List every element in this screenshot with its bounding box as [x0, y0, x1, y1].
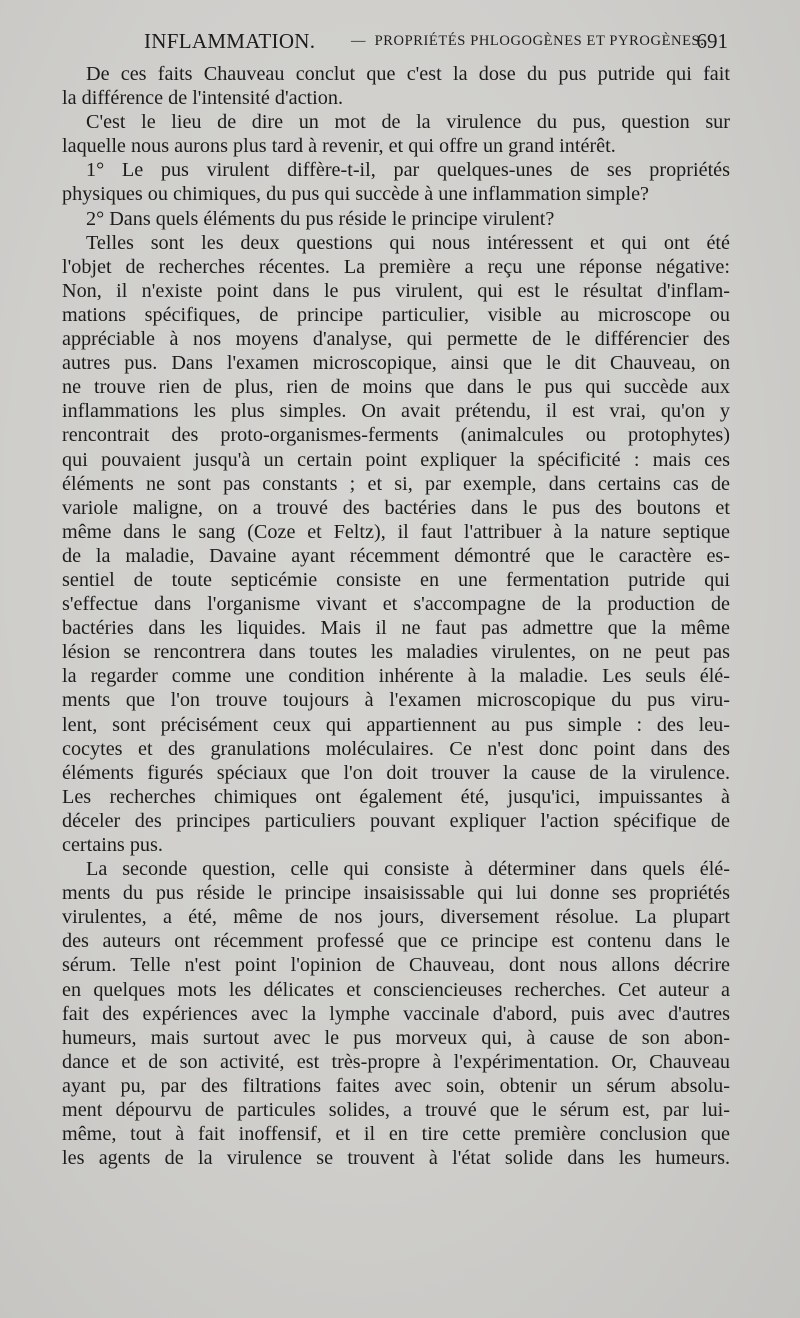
text-line: lent, sont précisément ceux qui appartiennent au pus simple : des leu-: [62, 713, 730, 736]
text-line: appréciable à nos moyens d'analyse, qui permette de le différencier des: [62, 328, 730, 351]
text-line: fait des expériences avec la lymphe vaccinale d'abord, puis avec d'autres: [62, 1002, 730, 1025]
text-line: bactéries dans les liquides. Mais il ne faut pas admettre que la même: [62, 617, 730, 640]
header-title: INFLAMMATION.: [144, 29, 316, 53]
text-line: virulentes, a été, même de nos jours, diversement résolue. La plupart: [62, 906, 730, 929]
text-line: ments que l'on trouve toujours à l'examen microscopique du pus viru-: [62, 689, 730, 712]
page-number: 691: [696, 29, 728, 53]
text-line: ne trouve rien de plus, rien de moins que dans le pus qui succède aux: [62, 376, 730, 399]
text-line: autres pus. Dans l'examen microscopique, ainsi que le dit Chauveau, on: [62, 352, 730, 375]
text-line: la différence de l'intensité d'action.: [62, 87, 343, 110]
text-line: humeurs, mais surtout avec le pus morveux qui, à cause de son abon-: [62, 1026, 730, 1049]
header-separator: —: [351, 33, 367, 49]
text-line: sentiel de toute septicémie consiste en une fermentation putride qui: [62, 568, 730, 591]
text-line: de la maladie, Davaine ayant récemment démontré que le caractère es-: [62, 544, 730, 567]
text-line: De ces faits Chauveau conclut que c'est la dose du pus putride qui fait: [86, 63, 730, 85]
header-subtitle: [329, 28, 704, 54]
text-line: mations spécifiques, de principe particulier, visible au microscope ou: [62, 303, 730, 326]
text-line: lésion se rencontrera dans toutes les maladies virulentes, on ne peut pas: [62, 641, 730, 664]
text-line: qui pouvaient jusqu'à un certain point expliquer la spécificité : mais ces: [62, 448, 730, 471]
text-line: Telles sont les deux questions qui nous intéressent et qui ont été: [86, 231, 730, 254]
text-line: Non, il n'existe point dans le pus virulent, qui est le résultat d'inflam-: [62, 279, 730, 302]
text-line: éléments ne sont pas constants ; et si, par exemple, dans certains cas de: [62, 472, 730, 495]
text-line: La seconde question, celle qui consiste à déterminer dans quels élé-: [86, 858, 730, 881]
text-line: l'objet de recherches récentes. La première a reçu une réponse négative:: [62, 255, 730, 278]
text-line: en quelques mots les délicates et consciencieuses recherches. Cet auteur a: [62, 978, 730, 1001]
text-line: certains pus.: [62, 834, 163, 856]
text-line: laquelle nous aurons plus tard à revenir, et qui offre un grand intérêt.: [62, 135, 616, 158]
text-line: déceler des principes particuliers pouvant expliquer l'action spécifique de: [62, 809, 730, 832]
text-line: la regarder comme une condition inhérente à la maladie. Les seuls élé-: [62, 665, 730, 688]
text-line: des auteurs ont récemment professé que ce principe est contenu dans le: [62, 930, 730, 953]
text-line: même dans le sang (Coze et Feltz), il faut l'attribuer à la nature septique: [62, 520, 730, 543]
text-line: inflammations les plus simples. On avait prétendu, il est vrai, qu'on y: [62, 400, 730, 423]
text-line: Les recherches chimiques ont également été, jusqu'ici, impuissantes à: [62, 785, 730, 808]
body-text: [62, 62, 730, 1170]
text-line: ments du pus réside le principe insaisissable qui lui donne ses propriétés: [62, 882, 730, 905]
text-line: éléments figurés spéciaux que l'on doit trouver la cause de la virulence.: [62, 761, 730, 784]
text-line: sérum. Telle n'est point l'opinion de Chauveau, dont nous allons décrire: [62, 954, 730, 977]
text-line: C'est le lieu de dire un mot de la virulence du pus, question sur: [86, 111, 730, 134]
text-line: ayant pu, par des filtrations faites avec soin, obtenir un sérum absolu-: [62, 1074, 730, 1097]
text-line: dance et de son activité, est très-propre à l'expérimentation. Or, Chauveau: [62, 1050, 730, 1073]
header-subtitle-text: PROPRIÉTÉS PHLOGOGÈNES ET PYROGÈNES.: [374, 33, 705, 49]
text-line: les agents de la virulence se trouvent à l'état solide dans les humeurs.: [62, 1147, 730, 1170]
text-line: 1° Le pus virulent diffère-t-il, par quelques-unes de ses propriétés: [86, 159, 730, 182]
text-line: variole maligne, on a trouvé des bactéries dans le pus des boutons et: [62, 496, 730, 519]
text-line: même, tout à fait inoffensif, et il en tire cette première conclusion que: [62, 1123, 730, 1146]
running-header: [86, 28, 728, 54]
text-line: physiques ou chimiques, du pus qui succède à une inflammation simple?: [62, 183, 650, 206]
text-line: cocytes et des granulations moléculaires. Ce n'est donc point dans des: [62, 737, 730, 760]
text-line: 2° Dans quels éléments du pus réside le principe virulent?: [86, 207, 555, 230]
text-line: rencontrait des proto-organismes-ferments (animalcules ou protophytes): [62, 424, 730, 447]
text-line: ment dépourvu de particules solides, a trouvé que le sérum est, par lui-: [62, 1099, 730, 1122]
text-line: s'effectue dans l'organisme vivant et s'accompagne de la production de: [62, 593, 730, 616]
